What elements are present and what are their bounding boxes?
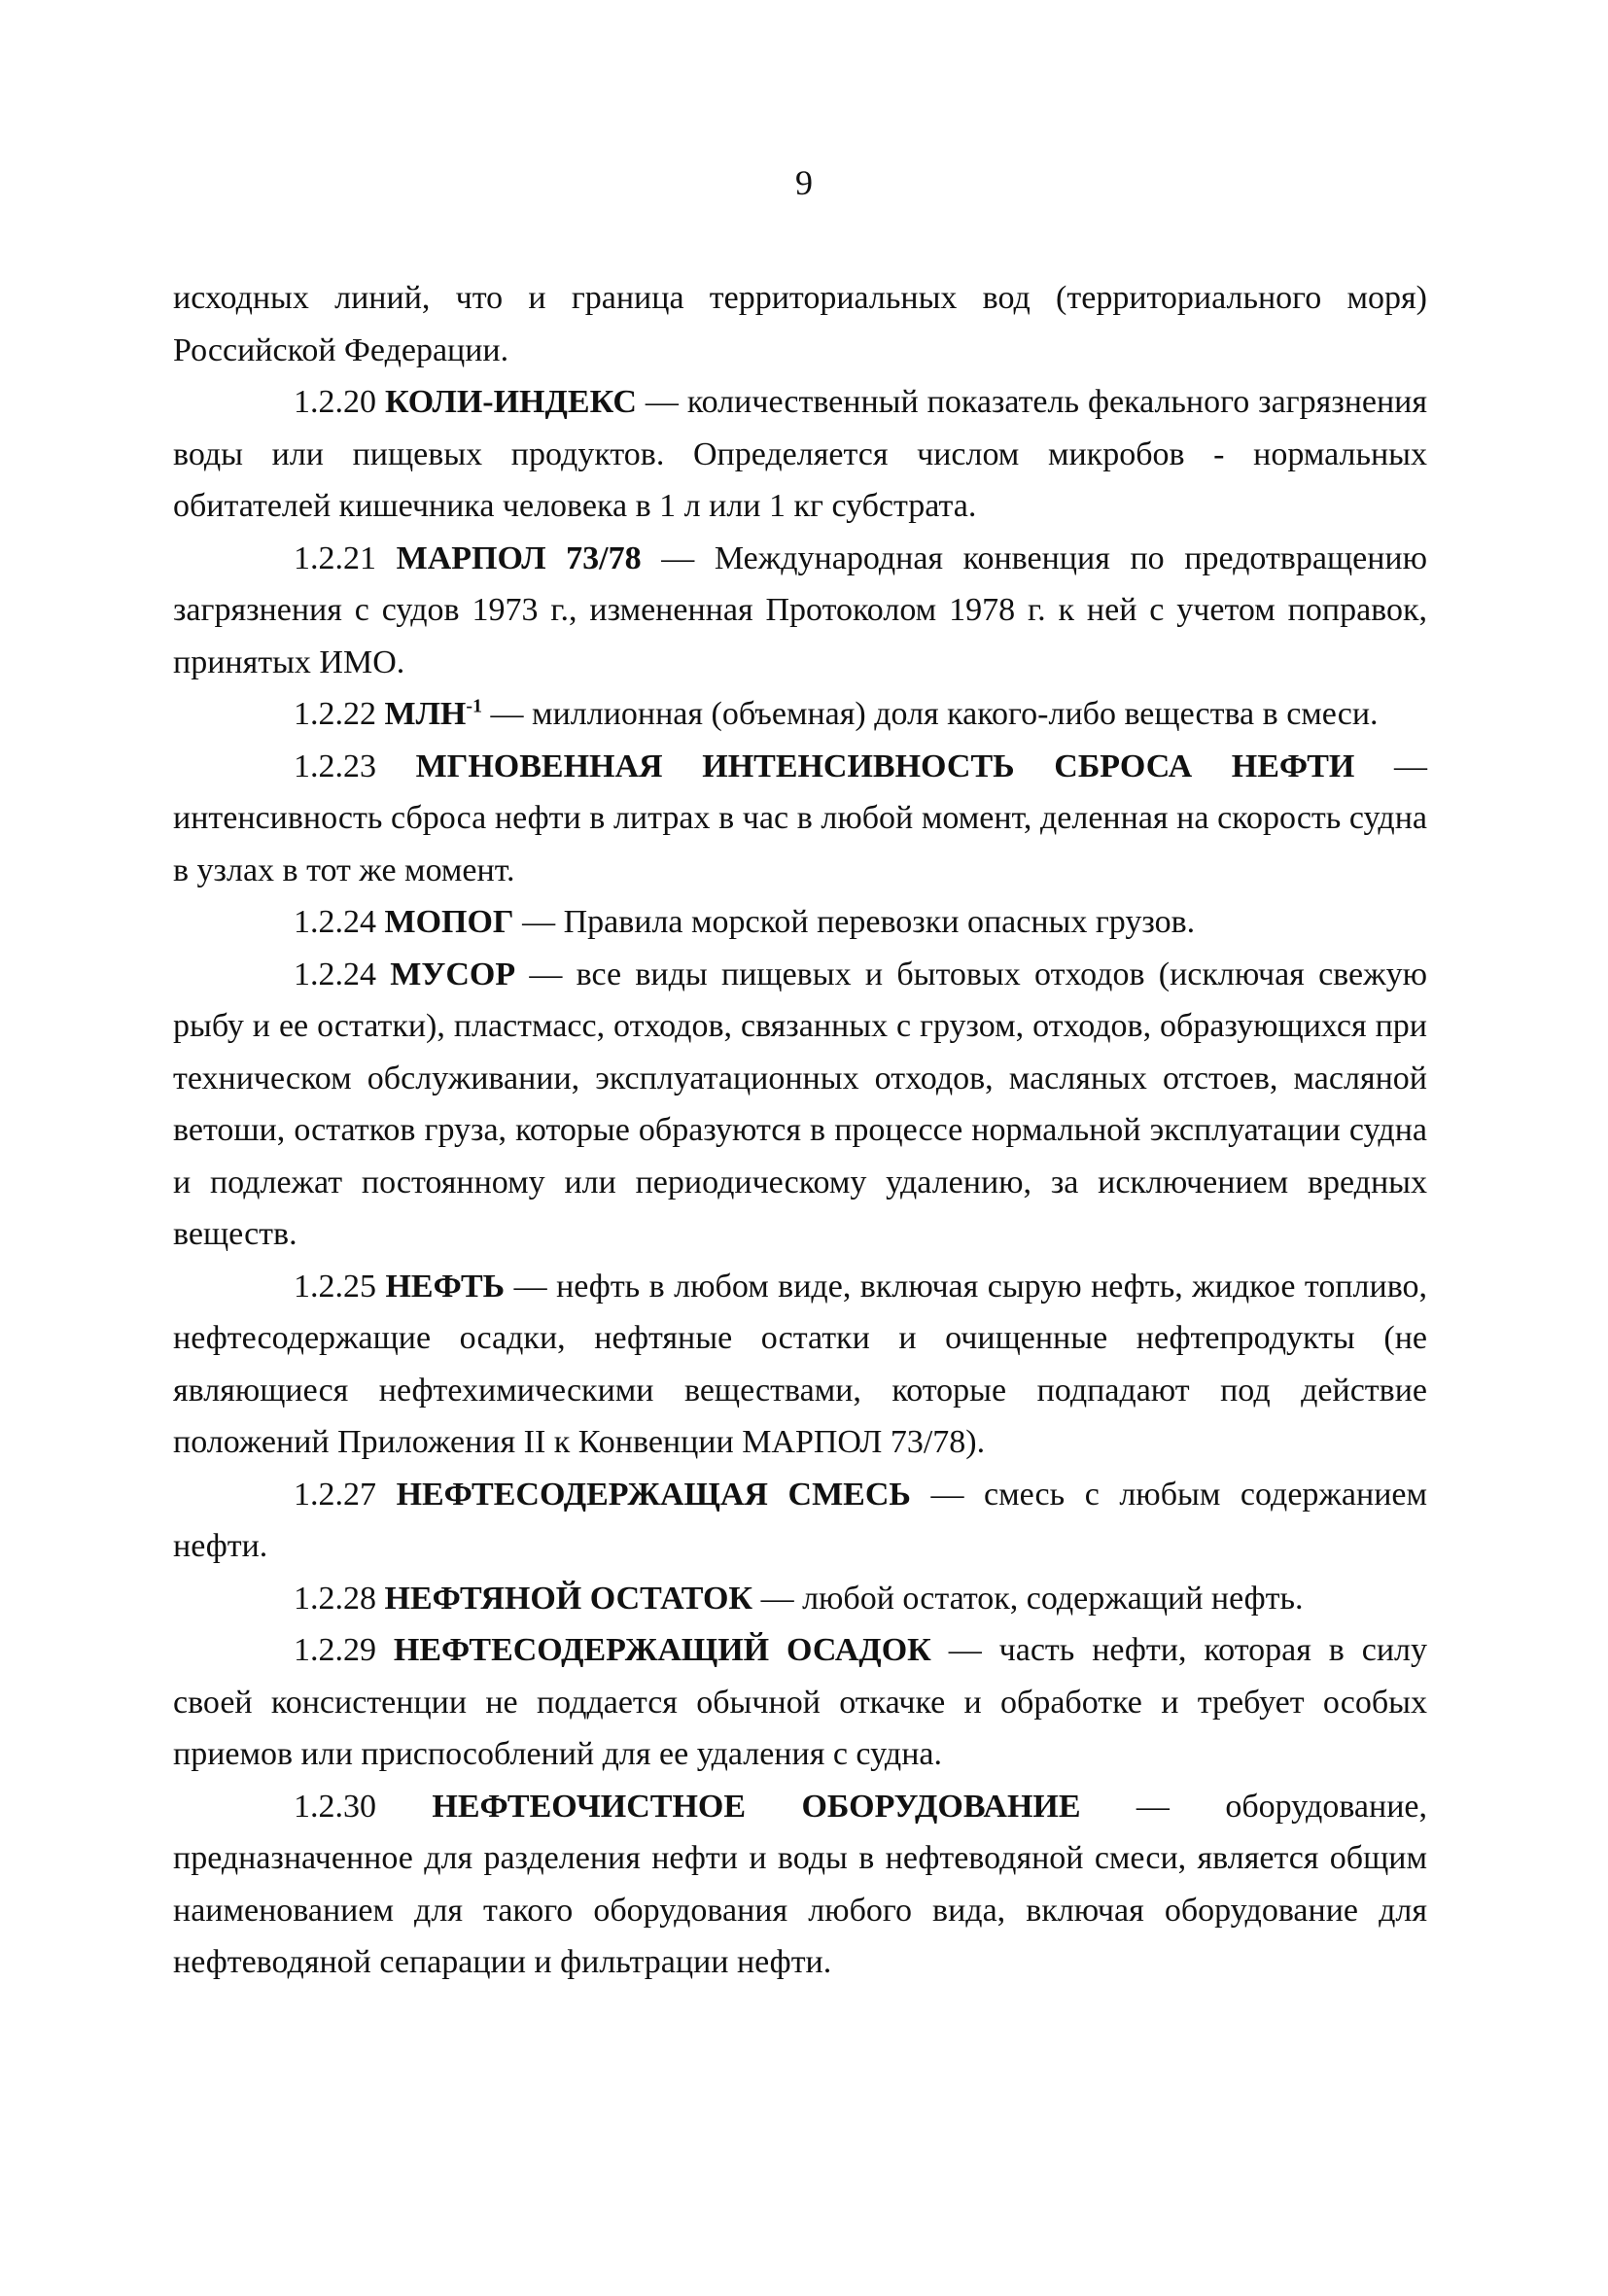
definition-text: — смесь с любым содержанием нефти.: [173, 1476, 1427, 1564]
clause-number: 1.2.30: [294, 1788, 376, 1825]
definition-paragraph: [173, 376, 1427, 533]
definition-text: — Правила морской перевозки опасных грузов.: [522, 904, 1196, 940]
definition-paragraph: [173, 1573, 1427, 1625]
definition-paragraph: [173, 1781, 1427, 1989]
paragraph-continuation: [173, 272, 1427, 376]
definition-text: — нефть в любом виде, включая сырую нефть, жидкое топливо, нефтесодержащие осадки, нефтяные остатки и очищенные нефтепродукты (не являющиеся нефтехимическими веществами, которые подпадают под действие положений Приложения II к Конвенции МАРПОЛ 73/78).: [173, 1268, 1428, 1460]
defined-term-base: МЛН: [384, 696, 467, 732]
defined-term: [385, 696, 483, 732]
definition-text: — все виды пищевых и бытовых отходов (исключая свежую рыбу и ее остатки), пластмасс, отходов, связанных с грузом, отходов, образующихся при техническом обслуживании, эксплуатационных отходов, масляных отстоев, масляной ветоши, остатков груза, которые образуются в процессе нормальной эксплуатации судна и подлежат постоянному или периодическому удалению, за исключением вредных веществ.: [173, 956, 1428, 1252]
definition-text: — часть нефти, которая в силу своей консистенции не поддается обычной откачке и обработке и требует особых приемов или приспособлений для ее удаления с судна.: [173, 1632, 1428, 1772]
definition-text: — количественный показатель фекального загрязнения воды или пищевых продуктов. Определяется числом микробов - нормальных обитателей кишечника человека в 1 л или 1 кг субстрата.: [173, 384, 1428, 524]
superscript: -1: [466, 695, 483, 717]
defined-term: НЕФТЬ: [385, 1268, 506, 1305]
clause-number: 1.2.24: [294, 956, 376, 992]
definition-paragraph: [173, 896, 1427, 949]
clause-number: 1.2.29: [294, 1632, 376, 1668]
definition-paragraph: [173, 533, 1427, 689]
defined-term: МГНОВЕННАЯ ИНТЕНСИВНОСТЬ СБРОСА НЕФТИ: [415, 748, 1355, 784]
definition-text: — Международная конвенция по предотвращению загрязнения с судов 1973 г., измененная Протоколом 1978 г. к ней с учетом поправок, принятых ИМО.: [173, 539, 1428, 680]
definition-paragraph: [173, 1261, 1427, 1469]
defined-term: НЕФТЕСОДЕРЖАЩАЯ СМЕСЬ: [396, 1476, 911, 1513]
defined-term: МУСОР: [390, 956, 516, 992]
definition-text: — миллионная (объемная) доля какого-либо вещества в смеси.: [490, 696, 1379, 732]
definition-text: — оборудование, предназначенное для разделения нефти и воды в нефтеводяной смеси, является общим наименованием для такого оборудования любого вида, включая оборудование для нефтеводяной сепарации и фильтрации нефти.: [173, 1788, 1428, 1980]
definition-text: — любой остаток, содержащий нефть.: [760, 1580, 1304, 1617]
paragraph-text: исходных линий, что и граница территориальных вод (территориального моря) Российской Федерации.: [173, 280, 1427, 368]
clause-number: 1.2.25: [294, 1268, 376, 1305]
defined-term: НЕФТЯНОЙ ОСТАТОК: [384, 1580, 753, 1617]
defined-term: НЕФТЕОЧИСТНОЕ ОБОРУДОВАНИЕ: [432, 1788, 1081, 1825]
clause-number: 1.2.20: [294, 384, 376, 420]
page-number: 9: [795, 163, 813, 202]
clause-number: 1.2.27: [294, 1476, 376, 1513]
clause-number: 1.2.23: [294, 748, 376, 784]
defined-term: МАРПОЛ 73/78: [396, 539, 642, 576]
clause-number: 1.2.21: [294, 539, 376, 576]
clause-number: 1.2.28: [294, 1580, 376, 1617]
document-body: [173, 272, 1427, 1989]
definition-paragraph: [173, 949, 1427, 1261]
definition-paragraph: [173, 1624, 1427, 1781]
defined-term: МОПОГ: [384, 904, 514, 940]
defined-term: НЕФТЕСОДЕРЖАЩИЙ ОСАДОК: [393, 1632, 931, 1668]
clause-number: 1.2.24: [294, 904, 376, 940]
definition-paragraph: [173, 741, 1427, 897]
definition-paragraph: [173, 1469, 1427, 1573]
clause-number: 1.2.22: [294, 696, 376, 732]
defined-term: КОЛИ-ИНДЕКС: [384, 384, 637, 420]
definition-paragraph: [173, 688, 1427, 741]
definition-text: — интенсивность сброса нефти в литрах в час в любой момент, деленная на скорость судна в узлах в тот же момент.: [173, 748, 1428, 888]
